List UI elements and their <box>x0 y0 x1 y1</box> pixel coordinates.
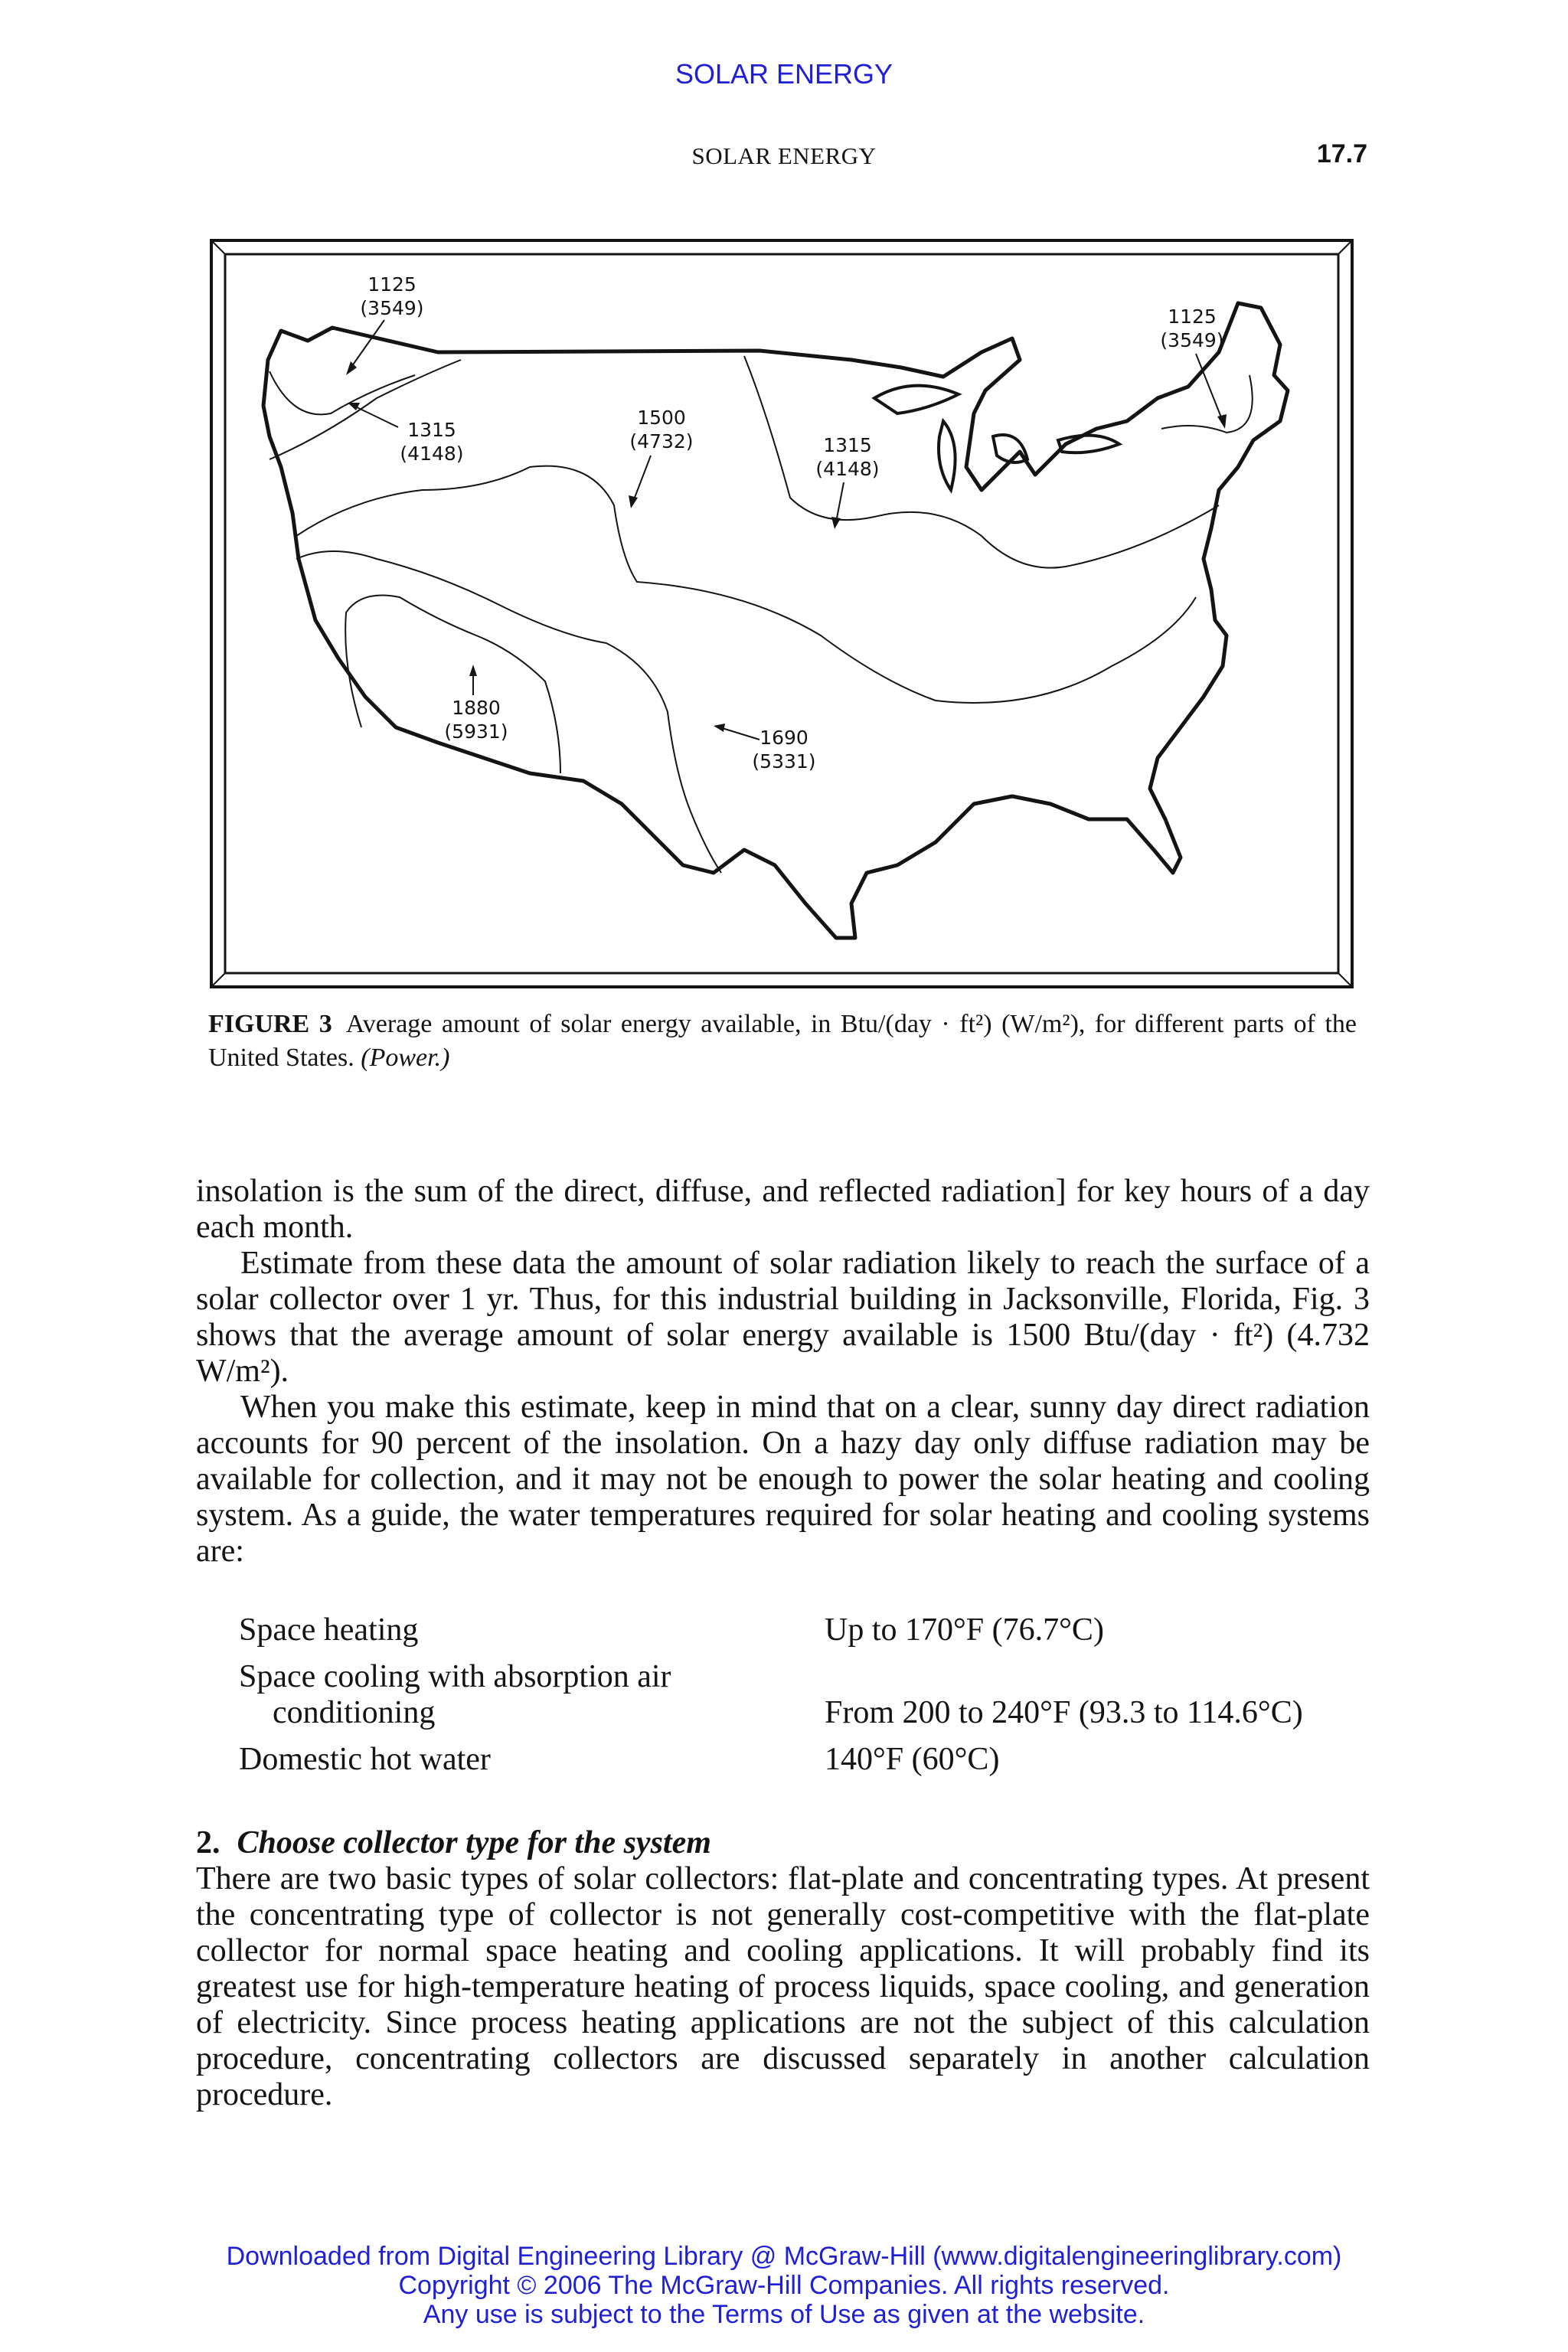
temp-row <box>239 1742 1372 1778</box>
section-heading <box>196 1825 1370 1861</box>
temp-use: Space heating <box>239 1612 419 1648</box>
paragraph-continued: insolation is the sum of the direct, diffuse, and reflected radiation] for key hours of a day each month. <box>196 1174 1370 1245</box>
body-text <box>196 1174 1370 1570</box>
svg-text:1315 <box>823 434 872 456</box>
label-1125-west-metric: (3549) <box>360 297 424 319</box>
label-1315-west-metric: (4148) <box>400 443 464 465</box>
svg-text:(4148) <box>400 443 463 465</box>
isoline-1125-west <box>270 371 415 414</box>
us-outline <box>263 303 1288 938</box>
label-1125-east-metric: (3549) <box>1160 329 1224 351</box>
label-1880-value: 1880 <box>452 697 501 719</box>
temp-use: Space cooling with absorption air conditioning <box>239 1659 671 1730</box>
svg-text:(3549) <box>1160 329 1223 351</box>
footer-line-download[interactable]: Downloaded from Digital Engineering Library @ McGraw-Hill (www.digitalengineeringlibrary.com) <box>226 2242 1342 2271</box>
label-1690-metric: (5331) <box>752 750 816 773</box>
paragraph-estimate: Estimate from these data the amount of solar radiation likely to reach the surface of a solar collector over 1 yr. Thus, for this industrial building in Jacksonville, Florida, Fig. 3 shows that the average amount of solar energy available is 1500 Btu/(day · ft²) (4.732 W/m²). <box>196 1246 1370 1389</box>
figure-inner-frame <box>225 254 1338 973</box>
water-temperature-list <box>239 1612 1372 1788</box>
svg-text:1690 <box>760 727 808 749</box>
caption-text: Average amount of solar energy available, in Btu/(day · ft²) (W/m²), for different parts of the United States. <box>208 1010 1357 1072</box>
label-1315-east-value: 1315 <box>823 434 872 456</box>
page-number: 17.7 <box>1316 139 1367 168</box>
label-1315-east-metric: (4148) <box>815 458 880 480</box>
us-solar-map <box>208 237 1357 991</box>
footer-line-terms[interactable]: Any use is subject to the Terms of Use as given at the website. <box>423 2300 1145 2329</box>
temp-use: Domestic hot water <box>239 1742 491 1777</box>
section-paragraph: There are two basic types of solar collectors: flat-plate and concentrating types. At present the concentrating type of collector is not generally cost-competitive with the flat-plate collector for normal space heating and cooling applications. It will probably find its greatest use for high-temperature heating of process liquids, space cooling, and generation of electricity. Since process heating applications are not the subject of this calculation procedure, concentrating collectors are discussed separately in another calculation procedure. <box>196 1861 1370 2112</box>
solar-map-figure <box>208 237 1357 991</box>
isoline-1125-east <box>1161 375 1253 433</box>
caption-label: FIGURE 3 <box>208 1010 332 1038</box>
svg-text:1125 <box>368 273 416 296</box>
temp-row <box>239 1612 1372 1648</box>
svg-text:1500 <box>637 407 686 429</box>
label-1125-east-value: 1125 <box>1168 305 1217 328</box>
svg-text:(5931) <box>444 720 508 743</box>
svg-text:(5331) <box>752 750 815 773</box>
figure-caption <box>208 1008 1357 1075</box>
isoline-1500 <box>296 466 1196 703</box>
svg-text:(3549) <box>360 297 423 319</box>
running-head: SOLAR ENERGY <box>691 142 877 169</box>
label-1500-metric: (4732) <box>629 430 694 452</box>
label-1500-value: 1500 <box>637 407 686 429</box>
svg-text:(4148) <box>815 458 879 480</box>
svg-text:1125 <box>1168 305 1217 328</box>
section-title: Choose collector type for the system <box>237 1825 711 1860</box>
label-1125-west-value: 1125 <box>368 273 416 296</box>
paragraph-guide: When you make this estimate, keep in mind that on a clear, sunny day direct radiation accounts for 90 percent of the insolation. On a hazy day only diffuse radiation may be available for collection, and it may not be enough to power the solar heating and cooling system. As a guide, the water temperatures required for solar heating and cooling systems are: <box>196 1390 1370 1569</box>
svg-text:(4732) <box>629 430 693 452</box>
label-1880-metric: (5931) <box>444 720 508 743</box>
temp-value: From 200 to 240°F (93.3 to 114.6°C) <box>825 1695 1303 1730</box>
svg-text:1880 <box>452 697 501 719</box>
temp-value: 140°F (60°C) <box>825 1742 1000 1777</box>
section-collector-type <box>196 1825 1370 2113</box>
temp-value: Up to 170°F (76.7°C) <box>825 1612 1104 1648</box>
svg-text:1315 <box>407 419 456 441</box>
section-number: 2. <box>196 1825 220 1860</box>
top-link-title[interactable]: SOLAR ENERGY <box>675 58 893 90</box>
temp-row <box>239 1659 1372 1731</box>
footer-notice[interactable] <box>0 2242 1568 2329</box>
label-1315-west-value: 1315 <box>407 419 456 441</box>
label-1690-value: 1690 <box>760 727 808 749</box>
footer-line-copyright[interactable]: Copyright © 2006 The McGraw-Hill Companies. All rights reserved. <box>398 2271 1170 2300</box>
caption-source: (Power.) <box>361 1044 450 1072</box>
